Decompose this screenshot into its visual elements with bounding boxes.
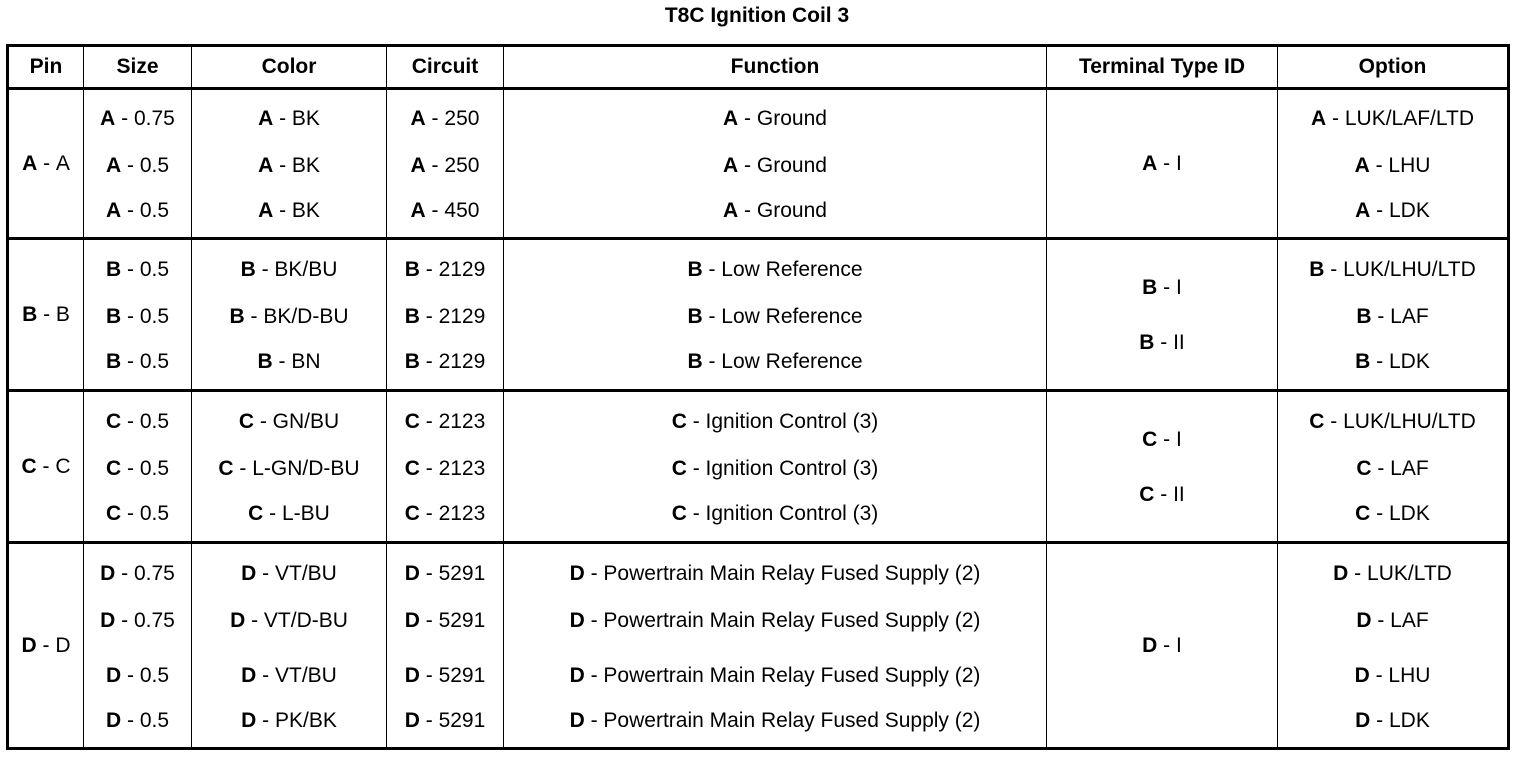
pin-letter: A xyxy=(1142,152,1158,175)
option-cell xyxy=(1278,89,1509,239)
wire-size: C - 0.5 xyxy=(84,441,191,496)
wire-color: A - BK xyxy=(192,138,386,193)
pin-letter: B xyxy=(229,305,245,328)
circuit-number: A - 250 xyxy=(387,100,503,138)
terminal-type-id: A - I xyxy=(1047,136,1277,191)
terminal-type-id-value: I xyxy=(1176,634,1182,657)
circuit-function: C - Ignition Control (3) xyxy=(504,403,1046,441)
pin-letter: B xyxy=(404,350,420,373)
wire-color: D - VT/BU xyxy=(192,648,386,703)
wire-size: D - 0.5 xyxy=(84,648,191,703)
pin-letter: D xyxy=(1356,608,1372,632)
wire-color: C - L-GN/D-BU xyxy=(192,441,386,496)
pin-cell xyxy=(8,543,84,749)
pin-letter: A xyxy=(410,154,426,177)
pin-id: D xyxy=(55,634,71,657)
size-cell xyxy=(84,543,192,749)
terminal-type-id-value: I xyxy=(1176,275,1182,299)
engine-option: C - LUK/LHU/LTD xyxy=(1278,403,1507,441)
pin-letter: A xyxy=(258,199,274,222)
circuit-function-value: Ground xyxy=(756,107,827,130)
wire-color-value: L-GN/D-BU xyxy=(252,457,360,480)
circuit-cell xyxy=(387,89,504,239)
wire-color-value: BK/BU xyxy=(274,258,338,281)
circuit-function-value: Low Reference xyxy=(721,350,863,373)
pin-value: A - A xyxy=(9,136,83,191)
pin-letter: A xyxy=(100,107,116,130)
engine-option: B - LUK/LHU/LTD xyxy=(1278,251,1507,289)
pin-cell xyxy=(8,89,84,239)
circuit-number: A - 450 xyxy=(387,193,503,229)
pin-letter: A xyxy=(258,154,274,177)
pin-letter: C xyxy=(671,502,687,525)
function-cell xyxy=(504,543,1047,749)
pin-letter: B xyxy=(1142,275,1158,299)
function-cell xyxy=(504,89,1047,239)
pin-letter: B xyxy=(105,305,122,328)
engine-option-value: LUK/LHU/LTD xyxy=(1343,410,1476,433)
engine-option: D - LDK xyxy=(1278,703,1507,739)
pin-letter: D xyxy=(569,663,585,687)
circuit-function: D - Powertrain Main Relay Fused Supply (2) xyxy=(504,648,1046,703)
circuit-cell xyxy=(387,391,504,543)
wire-size-value: 0.5 xyxy=(139,410,170,433)
pin-letter: A xyxy=(1354,154,1370,177)
terminal-type-id-value: II xyxy=(1173,330,1185,354)
column-header-color: Color xyxy=(192,46,387,89)
circuit-function-value: Powertrain Main Relay Fused Supply (2) xyxy=(603,663,981,687)
engine-option-value: LUK/LHU/LTD xyxy=(1343,258,1476,281)
circuit-number: D - 5291 xyxy=(387,703,503,739)
table-row-group-c xyxy=(8,391,1509,543)
terminal-type-cell xyxy=(1047,89,1278,239)
pin-letter: B xyxy=(1356,305,1372,328)
pin-letter: C xyxy=(1355,502,1371,525)
pin-letter: B xyxy=(1139,330,1155,354)
engine-option: D - LUK/LTD xyxy=(1278,555,1507,593)
circuit-number-value: 450 xyxy=(444,199,480,222)
color-cell xyxy=(192,89,387,239)
wire-color-value: L-BU xyxy=(281,502,330,525)
table-header-row xyxy=(8,46,1509,89)
circuit-function-value: Ground xyxy=(756,199,827,222)
pin-letter: C xyxy=(1309,410,1325,433)
pin-letter: A xyxy=(1311,107,1327,130)
wire-size-value: 0.5 xyxy=(139,457,170,480)
engine-option-value: LHU xyxy=(1388,154,1431,177)
wire-size-value: 0.75 xyxy=(133,608,175,632)
pin-letter: A xyxy=(105,199,122,222)
circuit-number-value: 5291 xyxy=(438,608,486,632)
pin-letter: D xyxy=(241,663,257,687)
pin-letter: C xyxy=(404,410,420,433)
engine-option: C - LAF xyxy=(1278,441,1507,496)
pin-letter: D xyxy=(230,608,246,632)
pin-letter: B xyxy=(1355,350,1371,373)
column-header-circuit: Circuit xyxy=(387,46,504,89)
column-header-function: Function xyxy=(504,46,1047,89)
wire-color-value: BK xyxy=(291,154,320,177)
terminal-type-id: C - II xyxy=(1047,467,1277,522)
pin-letter: B xyxy=(687,305,703,328)
pin-value: D - D xyxy=(9,618,83,673)
circuit-cell xyxy=(387,239,504,391)
wire-color: C - L-BU xyxy=(192,496,386,532)
circuit-number: C - 2123 xyxy=(387,403,503,441)
pin-letter: C xyxy=(105,502,122,525)
pin-value: B - B xyxy=(9,287,83,342)
engine-option: B - LDK xyxy=(1278,344,1507,380)
circuit-number-value: 2123 xyxy=(438,410,486,433)
pin-letter: D xyxy=(404,561,420,585)
circuit-function-value: Ignition Control (3) xyxy=(705,502,879,525)
pin-letter: B xyxy=(1309,258,1325,281)
engine-option: A - LUK/LAF/LTD xyxy=(1278,100,1507,138)
pin-letter: D xyxy=(569,708,585,732)
pin-letter: A xyxy=(723,107,739,130)
pin-letter: C xyxy=(1356,457,1372,480)
circuit-number: C - 2123 xyxy=(387,496,503,532)
circuit-number: C - 2123 xyxy=(387,441,503,496)
pin-letter: C xyxy=(21,455,37,478)
circuit-cell xyxy=(387,543,504,749)
circuit-function-value: Powertrain Main Relay Fused Supply (2) xyxy=(603,608,981,632)
wire-size-value: 0.75 xyxy=(133,561,175,585)
pin-letter: D xyxy=(100,561,116,585)
terminal-type-id: B - I xyxy=(1047,260,1277,315)
wire-color-value: VT/D-BU xyxy=(263,608,348,632)
circuit-function-value: Powertrain Main Relay Fused Supply (2) xyxy=(603,708,981,732)
pin-letter: A xyxy=(723,199,739,222)
wire-color: C - GN/BU xyxy=(192,403,386,441)
engine-option-value: LHU xyxy=(1388,663,1431,687)
circuit-number: D - 5291 xyxy=(387,648,503,703)
circuit-function: C - Ignition Control (3) xyxy=(504,496,1046,532)
pin-letter: A xyxy=(410,199,426,222)
size-cell xyxy=(84,391,192,543)
wire-size: B - 0.5 xyxy=(84,289,191,344)
table-row-group-d xyxy=(8,543,1509,749)
pin-letter: C xyxy=(1139,482,1155,506)
pin-letter: C xyxy=(105,457,122,480)
wire-color: B - BK/BU xyxy=(192,251,386,289)
engine-option-value: LDK xyxy=(1388,502,1430,525)
pin-letter: B xyxy=(687,350,703,373)
pin-letter: B xyxy=(105,350,122,373)
circuit-function-value: Ignition Control (3) xyxy=(705,410,879,433)
circuit-number-value: 5291 xyxy=(438,708,486,732)
circuit-number-value: 250 xyxy=(444,154,480,177)
pin-letter: A xyxy=(105,154,122,177)
pin-letter: D xyxy=(569,561,585,585)
pin-letter: D xyxy=(105,708,122,732)
wire-color: A - BK xyxy=(192,193,386,229)
pin-letter: C xyxy=(238,410,254,433)
circuit-function: D - Powertrain Main Relay Fused Supply (2) xyxy=(504,593,1046,648)
engine-option-value: LUK/LTD xyxy=(1367,561,1452,585)
pin-value: C - C xyxy=(9,439,83,494)
pin-letter: C xyxy=(671,410,687,433)
wire-size: A - 0.75 xyxy=(84,100,191,138)
pin-letter: A xyxy=(410,107,426,130)
engine-option: B - LAF xyxy=(1278,289,1507,344)
wire-size-value: 0.5 xyxy=(139,350,170,373)
pin-id: A xyxy=(55,152,70,175)
pin-cell xyxy=(8,239,84,391)
wire-size-value: 0.5 xyxy=(139,154,170,177)
pin-letter: C xyxy=(404,502,420,525)
circuit-number: A - 250 xyxy=(387,138,503,193)
pin-letter: C xyxy=(1142,427,1158,451)
pin-letter: D xyxy=(1142,634,1158,657)
circuit-number-value: 2129 xyxy=(438,350,486,373)
engine-option-value: LAF xyxy=(1390,608,1429,632)
pin-letter: D xyxy=(404,663,420,687)
column-header-option: Option xyxy=(1278,46,1509,89)
terminal-type-id: B - II xyxy=(1047,315,1277,370)
engine-option-value: LAF xyxy=(1390,305,1429,328)
pin-letter: D xyxy=(1333,561,1349,585)
terminal-type-id-value: I xyxy=(1176,427,1182,451)
wire-size: D - 0.75 xyxy=(84,555,191,593)
table-row-group-a xyxy=(8,89,1509,239)
pin-letter: C xyxy=(105,410,122,433)
color-cell xyxy=(192,239,387,391)
engine-option-value: LDK xyxy=(1388,708,1430,732)
terminal-type-cell xyxy=(1047,391,1278,543)
circuit-number-value: 250 xyxy=(444,107,480,130)
terminal-type-id-value: I xyxy=(1176,152,1182,175)
color-cell xyxy=(192,391,387,543)
engine-option-value: LAF xyxy=(1390,457,1429,480)
wire-color-value: GN/BU xyxy=(272,410,340,433)
circuit-number: D - 5291 xyxy=(387,555,503,593)
engine-option: A - LDK xyxy=(1278,193,1507,229)
engine-option-value: LDK xyxy=(1388,199,1430,222)
circuit-function: B - Low Reference xyxy=(504,344,1046,380)
pin-letter: D xyxy=(404,708,420,732)
column-header-size: Size xyxy=(84,46,192,89)
terminal-type-id-value: II xyxy=(1173,482,1185,506)
table-body xyxy=(8,89,1509,749)
column-header-terminal-type-id: Terminal Type ID xyxy=(1047,46,1278,89)
engine-option: A - LHU xyxy=(1278,138,1507,193)
option-cell xyxy=(1278,543,1509,749)
option-cell xyxy=(1278,391,1509,543)
circuit-number: B - 2129 xyxy=(387,251,503,289)
wire-color-value: BK/D-BU xyxy=(263,305,349,328)
pin-letter: D xyxy=(1354,663,1370,687)
circuit-function: D - Powertrain Main Relay Fused Supply (2) xyxy=(504,555,1046,593)
pin-letter: D xyxy=(241,708,257,732)
size-cell xyxy=(84,89,192,239)
circuit-function-value: Ground xyxy=(756,154,827,177)
pin-cell xyxy=(8,391,84,543)
circuit-function: D - Powertrain Main Relay Fused Supply (2) xyxy=(504,703,1046,739)
wire-size-value: 0.75 xyxy=(133,107,175,130)
circuit-number-value: 2129 xyxy=(438,305,486,328)
pin-letter: A xyxy=(723,154,739,177)
option-cell xyxy=(1278,239,1509,391)
wire-color-value: PK/BK xyxy=(274,708,337,732)
wire-color: B - BK/D-BU xyxy=(192,289,386,344)
pin-letter: C xyxy=(248,502,264,525)
circuit-function: B - Low Reference xyxy=(504,289,1046,344)
circuit-function: B - Low Reference xyxy=(504,251,1046,289)
wire-color-value: VT/BU xyxy=(275,561,337,585)
table-row-group-b xyxy=(8,239,1509,391)
function-cell xyxy=(504,239,1047,391)
engine-option-value: LUK/LAF/LTD xyxy=(1344,107,1474,130)
wire-size-value: 0.5 xyxy=(139,663,170,687)
pin-letter: C xyxy=(671,457,687,480)
engine-option-value: LDK xyxy=(1388,350,1430,373)
circuit-number-value: 2123 xyxy=(438,457,486,480)
pin-letter: B xyxy=(257,350,273,373)
wire-color: A - BK xyxy=(192,100,386,138)
function-cell xyxy=(504,391,1047,543)
wire-size-value: 0.5 xyxy=(139,502,170,525)
circuit-number: D - 5291 xyxy=(387,593,503,648)
wire-color: B - BN xyxy=(192,344,386,380)
pin-id: C xyxy=(55,455,71,478)
circuit-number: B - 2129 xyxy=(387,344,503,380)
pin-letter: D xyxy=(21,634,37,657)
pin-letter: B xyxy=(404,305,420,328)
circuit-function: A - Ground xyxy=(504,193,1046,229)
wire-color: D - VT/D-BU xyxy=(192,593,386,648)
size-cell xyxy=(84,239,192,391)
terminal-type-id: D - I xyxy=(1047,618,1277,673)
pin-letter: B xyxy=(687,258,703,281)
pin-letter: C xyxy=(218,457,234,480)
pin-id: B xyxy=(55,303,70,326)
wire-color-value: BK xyxy=(291,107,320,130)
terminal-type-cell xyxy=(1047,239,1278,391)
wire-color-value: BK xyxy=(291,199,320,222)
circuit-number-value: 2129 xyxy=(438,258,486,281)
circuit-function: A - Ground xyxy=(504,100,1046,138)
circuit-number-value: 5291 xyxy=(438,561,486,585)
terminal-type-cell xyxy=(1047,543,1278,749)
pin-letter: B xyxy=(22,303,38,326)
color-cell xyxy=(192,543,387,749)
column-header-pin: Pin xyxy=(8,46,84,89)
pin-letter: B xyxy=(404,258,420,281)
circuit-function-value: Ignition Control (3) xyxy=(705,457,879,480)
terminal-type-id: C - I xyxy=(1047,412,1277,467)
wire-size: B - 0.5 xyxy=(84,251,191,289)
pin-letter: D xyxy=(404,608,420,632)
engine-option: C - LDK xyxy=(1278,496,1507,532)
wire-size-value: 0.5 xyxy=(139,708,170,732)
circuit-function-value: Low Reference xyxy=(721,305,863,328)
wire-size: B - 0.5 xyxy=(84,344,191,380)
connector-pinout-table xyxy=(6,44,1510,750)
pin-letter: B xyxy=(240,258,256,281)
pin-letter: C xyxy=(404,457,420,480)
engine-option: D - LAF xyxy=(1278,593,1507,648)
page-title: T8C Ignition Coil 3 xyxy=(664,4,850,27)
wire-size: C - 0.5 xyxy=(84,403,191,441)
wire-size-value: 0.5 xyxy=(139,199,170,222)
wire-color: D - VT/BU xyxy=(192,555,386,593)
circuit-number-value: 5291 xyxy=(438,663,486,687)
wire-color-value: VT/BU xyxy=(275,663,337,687)
pin-letter: D xyxy=(105,663,122,687)
wire-size: A - 0.5 xyxy=(84,138,191,193)
wire-size-value: 0.5 xyxy=(139,258,170,281)
pin-letter: D xyxy=(100,608,116,632)
pin-letter: D xyxy=(241,561,257,585)
wire-size: D - 0.5 xyxy=(84,703,191,739)
pin-letter: D xyxy=(569,608,585,632)
circuit-number-value: 2123 xyxy=(438,502,486,525)
circuit-function: A - Ground xyxy=(504,138,1046,193)
wire-size: C - 0.5 xyxy=(84,496,191,532)
engine-option: D - LHU xyxy=(1278,648,1507,703)
wire-size: A - 0.5 xyxy=(84,193,191,229)
pin-letter: A xyxy=(1355,199,1371,222)
circuit-number: B - 2129 xyxy=(387,289,503,344)
wire-size-value: 0.5 xyxy=(139,305,170,328)
pin-letter: B xyxy=(105,258,122,281)
wire-color-value: BN xyxy=(291,350,321,373)
pin-letter: A xyxy=(22,152,38,175)
wire-color: D - PK/BK xyxy=(192,703,386,739)
circuit-function-value: Powertrain Main Relay Fused Supply (2) xyxy=(603,561,981,585)
wire-size: D - 0.75 xyxy=(84,593,191,648)
circuit-function: C - Ignition Control (3) xyxy=(504,441,1046,496)
circuit-function-value: Low Reference xyxy=(721,258,863,281)
pin-letter: D xyxy=(1355,708,1371,732)
pin-letter: A xyxy=(258,107,274,130)
